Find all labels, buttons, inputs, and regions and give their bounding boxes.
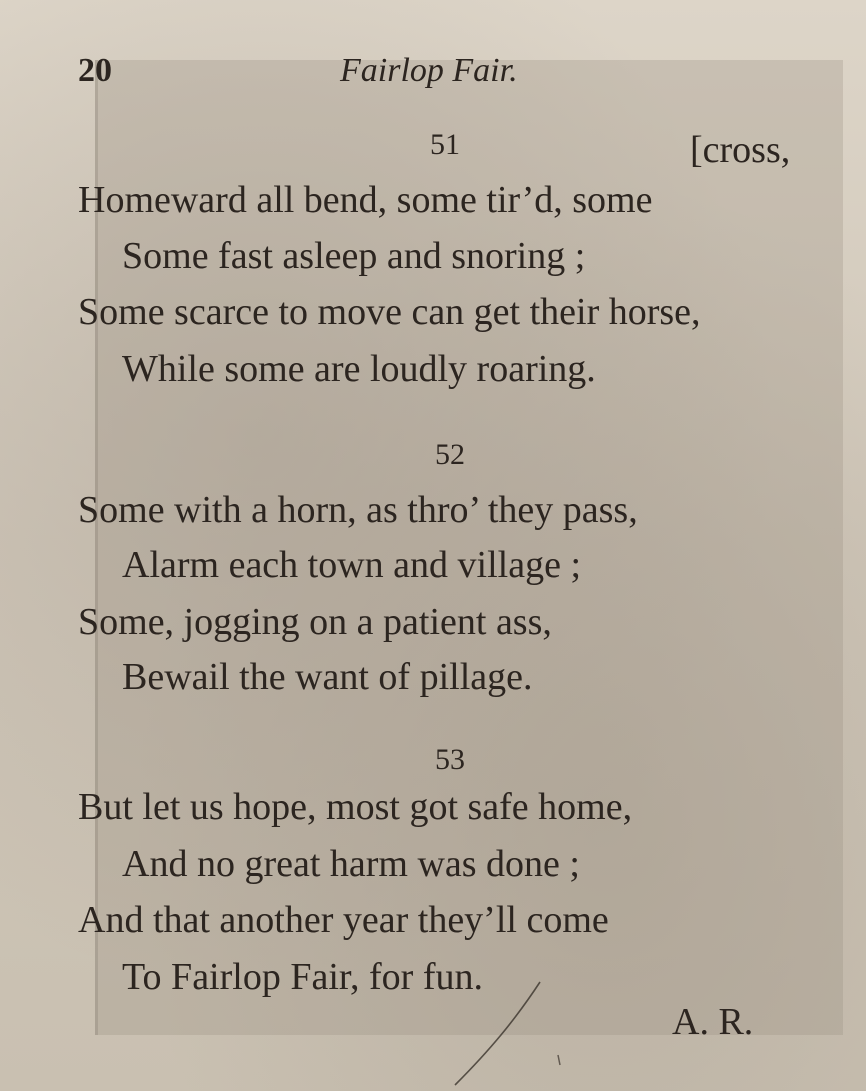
author-signature: A. R. (672, 1001, 754, 1043)
verse-line: Some with a horn, as thro’ they pass, (78, 489, 638, 531)
stanza-number: 51 (430, 128, 460, 161)
verse-line: Alarm each town and village ; (122, 544, 582, 586)
verse-line: Homeward all bend, some tir’d, some (78, 179, 653, 221)
verse-line: Some, jogging on a patient ass, (78, 601, 552, 643)
stanza-number: 52 (435, 438, 465, 471)
page-number: 20 (78, 52, 112, 89)
running-title: Fairlop Fair. (340, 52, 518, 89)
verse-line: Bewail the want of pillage. (122, 656, 533, 698)
verse-line: Some fast asleep and snoring ; (122, 235, 586, 277)
verse-line: And that another year they’ll come (78, 899, 609, 941)
verse-line: And no great harm was done ; (122, 843, 580, 885)
verse-line: Some scarce to move can get their horse, (78, 291, 701, 333)
stanza-number: 53 (435, 743, 465, 776)
verse-line: While some are loudly roaring. (122, 348, 596, 390)
turnover-word: [cross, (690, 129, 791, 171)
verse-line: To Fairlop Fair, for fun. (122, 956, 483, 998)
verse-line: But let us hope, most got safe home, (78, 786, 633, 828)
